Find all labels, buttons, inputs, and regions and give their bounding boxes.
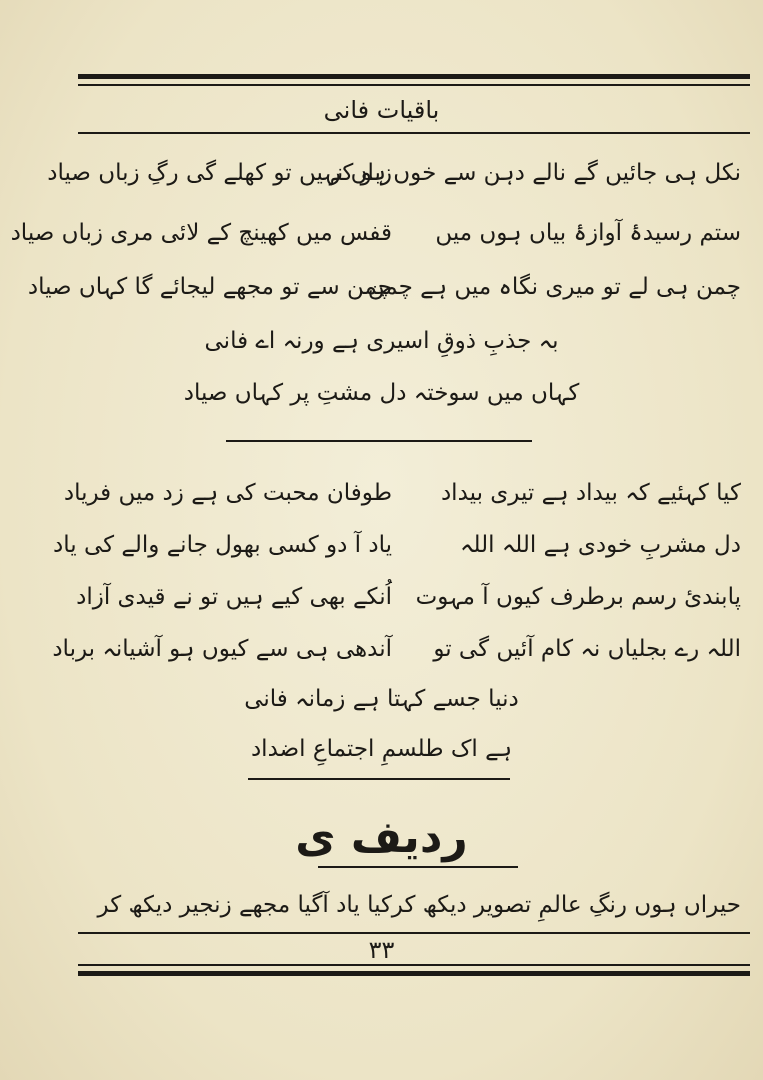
couplet-1-1-right: نکل ہی جائیں گے نالے دہن سے خوں ہو کر bbox=[329, 160, 741, 186]
couplet-1-1-left: زباں نہیں تو کھلے گی رگِ زباں صیاد bbox=[47, 160, 392, 186]
couplet-1-3-left: چمن سے تو مجھے لیجائے گا کہاں صیاد bbox=[27, 274, 392, 300]
running-header: باقیات فانی bbox=[323, 96, 440, 124]
section-divider-1 bbox=[226, 440, 532, 442]
maqta-1-line-2: کہاں میں سوختہ دل مشتِ پر کہاں صیاد bbox=[183, 380, 580, 406]
bottom-rule-thin bbox=[78, 964, 750, 966]
couplet-1-3-right: چمن ہی لے تو میری نگاہ میں ہے چمن bbox=[367, 274, 741, 300]
couplet-2-4-right: اللہ رے بجلیاں نہ کام آئیں گی تو bbox=[433, 636, 741, 662]
section-divider-2 bbox=[248, 778, 510, 780]
couplet-2-3-right: پابندیٔ رسم برطرف کیوں آ مہوت bbox=[415, 584, 741, 610]
couplet-2-2-right: دل مشربِ خودی ہے اللہ اللہ bbox=[460, 532, 741, 558]
couplet-3-1-right: حیراں ہوں رنگِ عالمِ تصویر دیکھ کر bbox=[391, 892, 741, 918]
top-rule-thin bbox=[78, 84, 750, 86]
couplet-1-2-left: قفس میں کھینچ کے لائی مری زباں صیاد bbox=[10, 220, 392, 246]
bottom-rule-thick bbox=[78, 971, 750, 976]
top-rule-thick bbox=[78, 74, 750, 79]
couplet-3-1-left: کیا یاد آگیا مجھے زنجیر دیکھ کر bbox=[97, 892, 392, 918]
couplet-2-4-left: آندھی ہی سے کیوں ہو آشیانہ برباد bbox=[52, 636, 392, 662]
couplet-2-1-right: کیا کہئیے کہ بیداد ہے تیری بیداد bbox=[440, 480, 741, 506]
radif-heading: ردیف ی bbox=[295, 812, 468, 863]
couplet-2-3-left: اُنکے بھی کیے ہیں تو نے قیدی آزاد bbox=[76, 584, 392, 610]
maqta-2-line-2: ہے اک طلسمِ اجتماعِ اضداد bbox=[250, 736, 513, 762]
header-rule bbox=[78, 132, 750, 134]
page-number: ۳۳ bbox=[368, 936, 395, 964]
maqta-2-line-1: دنیا جسے کہتا ہے زمانہ فانی bbox=[244, 686, 519, 712]
couplet-2-2-left: یاد آ دو کسی بھول جانے والے کی یاد bbox=[53, 532, 392, 558]
radif-underline bbox=[318, 866, 518, 868]
maqta-1-line-1: بہ جذبِ ذوقِ اسیری ہے ورنہ اے فانی bbox=[204, 328, 559, 354]
couplet-2-1-left: طوفان محبت کی ہے زد میں فریاد bbox=[63, 480, 392, 506]
footer-rule-thin bbox=[78, 932, 750, 934]
couplet-1-2-right: ستم رسیدۂ آوازۂ بیاں ہوں میں bbox=[435, 220, 741, 246]
